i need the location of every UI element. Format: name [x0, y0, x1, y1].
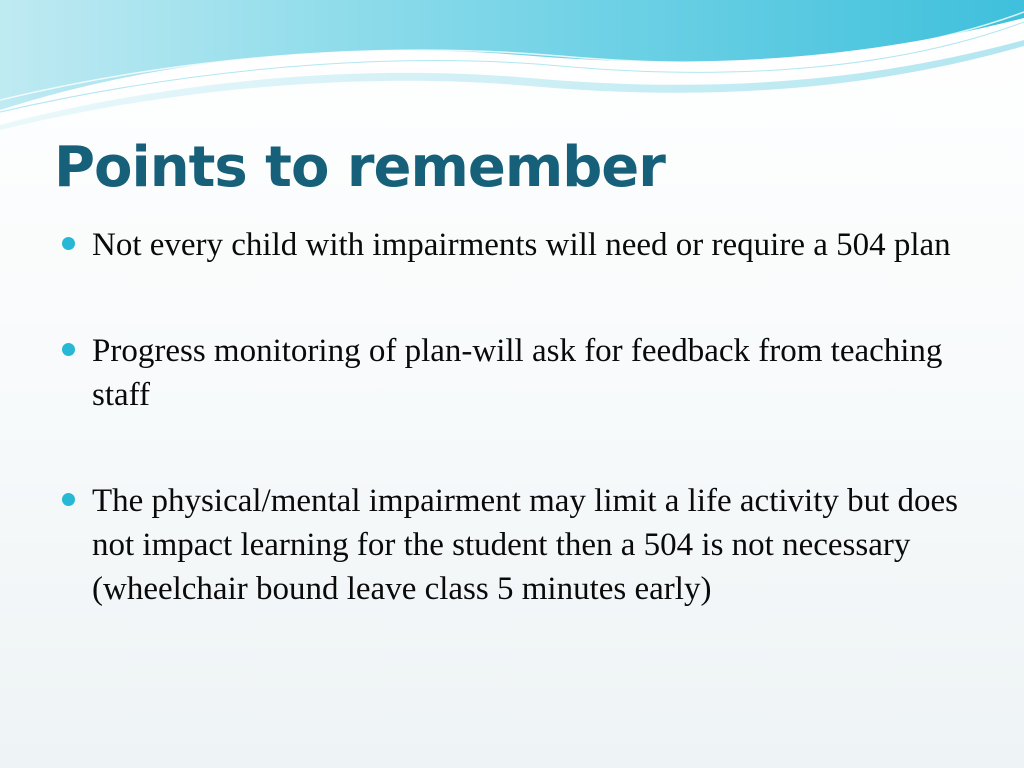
bullet-marker-icon [62, 343, 75, 356]
bullet-text: Progress monitoring of plan-will ask for feedback from teaching staff [92, 333, 943, 413]
bullet-item [60, 223, 980, 267]
header-wave-decoration [0, 0, 1024, 130]
bullet-text: The physical/mental impairment may limit a life activity but does not impact learning for the student then a 504 is not necessary (wheelchair bound leave class 5 minutes early) [92, 483, 959, 607]
bullet-marker-icon [62, 237, 75, 250]
bullet-item [60, 479, 980, 611]
bullet-item [60, 329, 980, 417]
bullet-text: Not every child with impairments will need or require a 504 plan [92, 227, 951, 263]
bullet-marker-icon [62, 493, 75, 506]
bullet-list [60, 223, 980, 611]
slide-title: Points to remember [54, 135, 665, 200]
